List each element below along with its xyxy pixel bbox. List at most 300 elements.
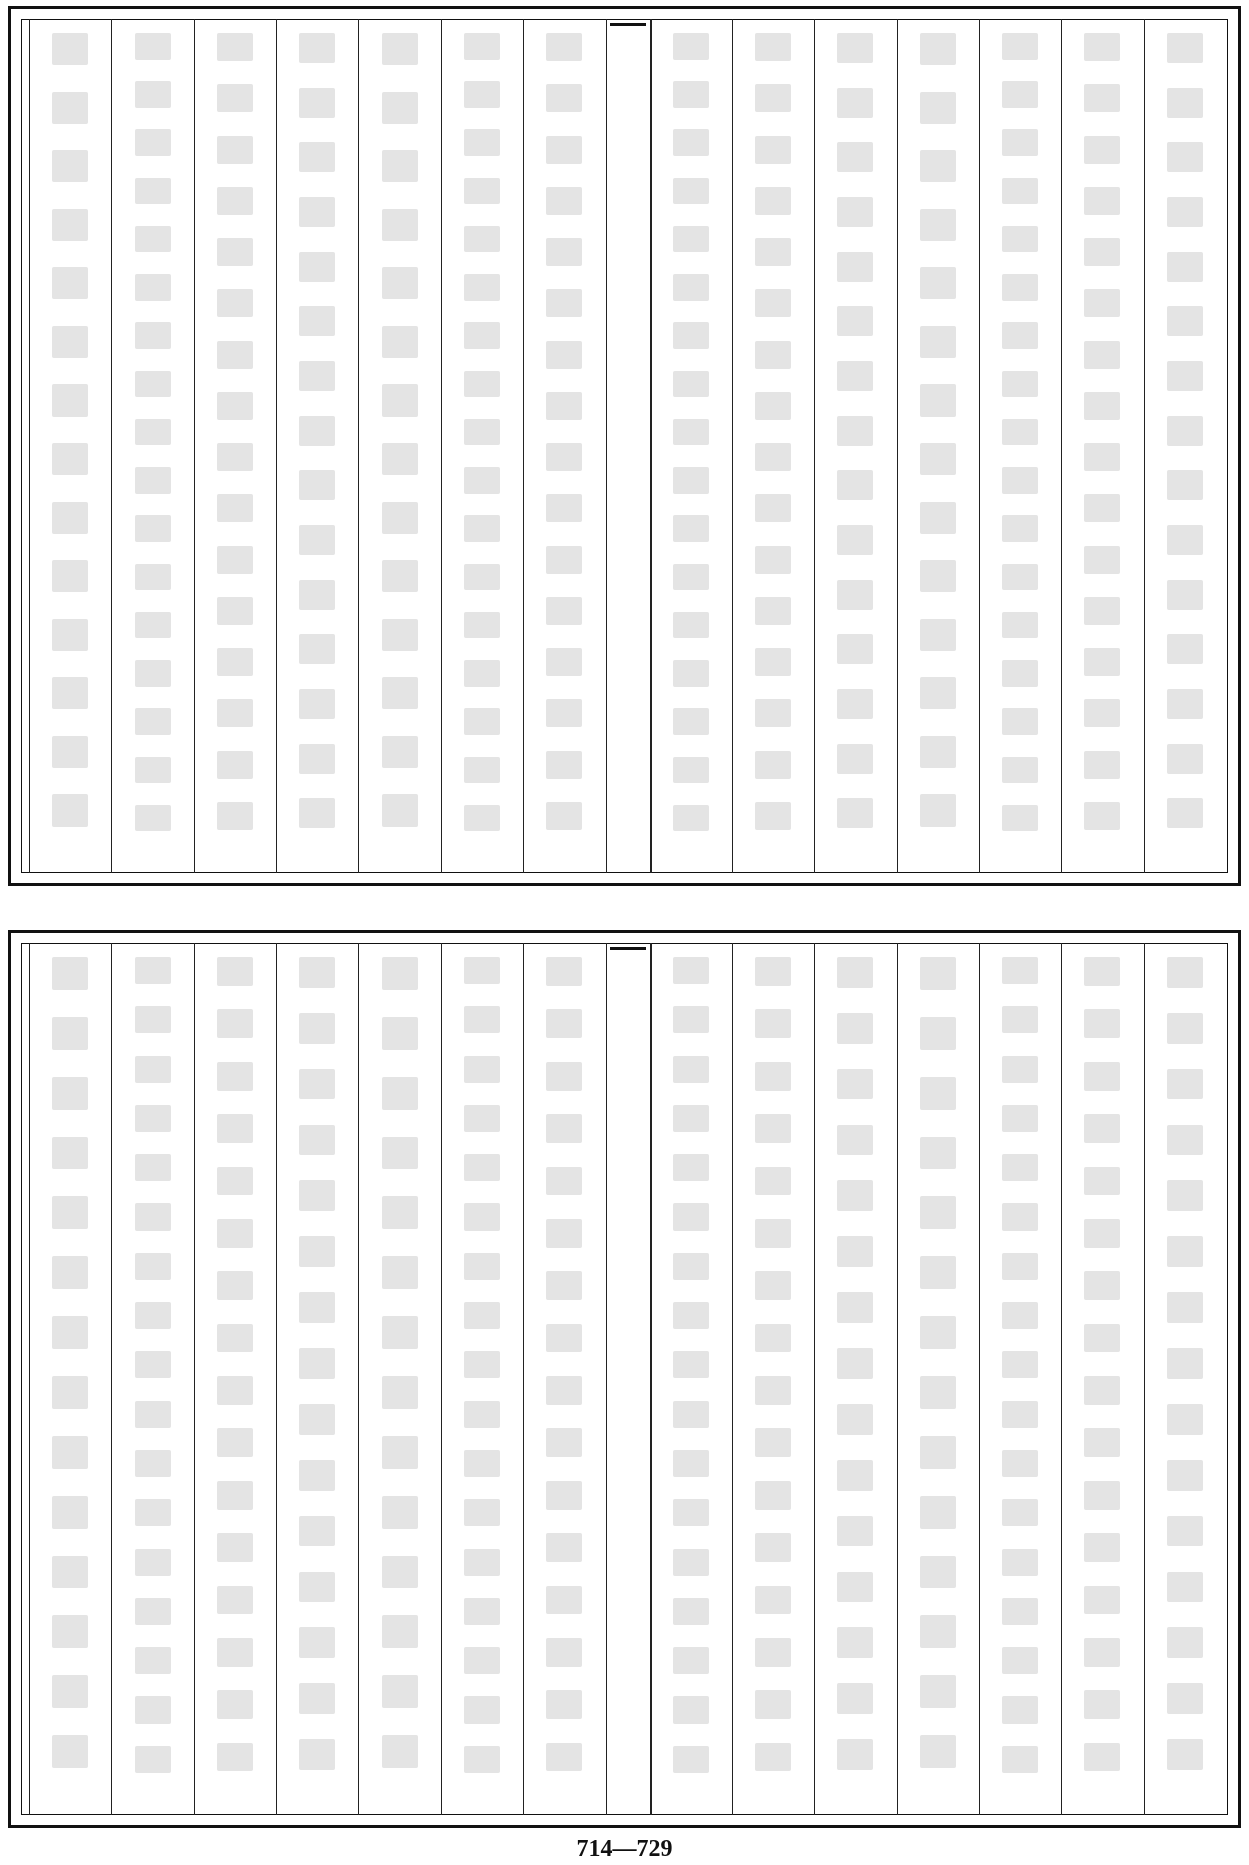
character-placeholder xyxy=(382,1735,418,1768)
character-placeholder xyxy=(217,1324,253,1353)
character-placeholder xyxy=(135,226,171,253)
character-placeholder xyxy=(1002,1006,1038,1033)
character-placeholder xyxy=(1002,178,1038,205)
character-placeholder xyxy=(464,515,500,542)
character-placeholder xyxy=(837,1683,873,1714)
character-placeholder xyxy=(464,371,500,398)
text-column xyxy=(203,947,267,1811)
text-column xyxy=(450,947,514,1811)
character-placeholder xyxy=(920,560,956,592)
character-placeholder xyxy=(299,33,335,63)
character-placeholder xyxy=(217,289,253,317)
character-placeholder xyxy=(837,197,873,227)
character-placeholder xyxy=(1084,1009,1120,1038)
character-placeholder xyxy=(52,1496,88,1529)
character-placeholder xyxy=(1002,1450,1038,1477)
character-placeholder xyxy=(837,416,873,446)
text-column xyxy=(906,23,970,869)
character-placeholder xyxy=(1084,699,1120,727)
character-placeholder xyxy=(464,33,500,60)
column-rule xyxy=(732,19,733,873)
character-placeholder xyxy=(464,1598,500,1625)
character-placeholder xyxy=(135,660,171,687)
column-rule xyxy=(111,943,112,1815)
character-placeholder xyxy=(464,1450,500,1477)
character-placeholder xyxy=(52,502,88,534)
character-placeholder xyxy=(135,1450,171,1477)
character-placeholder xyxy=(1167,1292,1203,1323)
character-placeholder xyxy=(546,33,582,61)
character-placeholder xyxy=(837,525,873,555)
character-placeholder xyxy=(673,226,709,253)
character-placeholder xyxy=(673,957,709,984)
character-placeholder xyxy=(299,1572,335,1603)
character-placeholder xyxy=(755,751,791,779)
character-placeholder xyxy=(464,612,500,639)
character-placeholder xyxy=(673,1647,709,1674)
column-rule xyxy=(814,19,815,873)
text-column xyxy=(532,947,596,1811)
character-placeholder xyxy=(755,84,791,112)
character-placeholder xyxy=(135,515,171,542)
character-placeholder xyxy=(1084,33,1120,61)
character-placeholder xyxy=(837,1348,873,1379)
character-placeholder xyxy=(52,92,88,124)
character-placeholder xyxy=(135,1253,171,1280)
character-placeholder xyxy=(1167,33,1203,63)
character-placeholder xyxy=(217,1743,253,1772)
character-placeholder xyxy=(464,708,500,735)
character-placeholder xyxy=(1002,1203,1038,1230)
character-placeholder xyxy=(135,708,171,735)
character-placeholder xyxy=(920,1675,956,1708)
text-column xyxy=(741,23,805,869)
character-placeholder xyxy=(464,805,500,832)
character-placeholder xyxy=(546,1690,582,1719)
character-placeholder xyxy=(837,1013,873,1044)
column-rule xyxy=(814,943,815,1815)
character-placeholder xyxy=(755,546,791,574)
character-placeholder xyxy=(382,1376,418,1409)
character-placeholder xyxy=(1002,957,1038,984)
character-placeholder xyxy=(217,238,253,266)
character-placeholder xyxy=(920,209,956,241)
character-placeholder xyxy=(1002,467,1038,494)
character-placeholder xyxy=(1084,238,1120,266)
column-rule xyxy=(276,943,277,1815)
character-placeholder xyxy=(1084,494,1120,522)
column-rule xyxy=(897,943,898,1815)
text-column xyxy=(450,23,514,869)
character-placeholder xyxy=(920,326,956,358)
character-placeholder xyxy=(673,467,709,494)
character-placeholder xyxy=(920,1556,956,1589)
character-placeholder xyxy=(299,1683,335,1714)
character-placeholder xyxy=(1167,197,1203,227)
character-placeholder xyxy=(920,384,956,416)
character-placeholder xyxy=(755,699,791,727)
column-rule xyxy=(194,19,195,873)
character-placeholder xyxy=(217,546,253,574)
character-placeholder xyxy=(135,757,171,784)
character-placeholder xyxy=(755,1271,791,1300)
character-placeholder xyxy=(920,150,956,182)
character-placeholder xyxy=(299,1460,335,1491)
character-placeholder xyxy=(299,1125,335,1156)
text-column xyxy=(121,23,185,869)
character-placeholder xyxy=(837,744,873,774)
character-placeholder xyxy=(755,238,791,266)
character-placeholder xyxy=(673,1598,709,1625)
character-placeholder xyxy=(1084,1271,1120,1300)
character-placeholder xyxy=(673,371,709,398)
character-placeholder xyxy=(135,1006,171,1033)
character-placeholder xyxy=(546,1324,582,1353)
character-placeholder xyxy=(382,1137,418,1170)
character-placeholder xyxy=(135,1203,171,1230)
character-placeholder xyxy=(755,341,791,369)
character-placeholder xyxy=(1002,1154,1038,1181)
character-placeholder xyxy=(52,1137,88,1170)
character-placeholder xyxy=(299,88,335,118)
character-placeholder xyxy=(217,1638,253,1667)
character-placeholder xyxy=(217,751,253,779)
text-column xyxy=(1070,23,1134,869)
character-placeholder xyxy=(52,150,88,182)
character-placeholder xyxy=(837,1739,873,1770)
character-placeholder xyxy=(920,1615,956,1648)
character-placeholder xyxy=(299,1348,335,1379)
character-placeholder xyxy=(464,1203,500,1230)
character-placeholder xyxy=(546,648,582,676)
character-placeholder xyxy=(464,1105,500,1132)
text-column xyxy=(368,23,432,869)
character-placeholder xyxy=(1002,1105,1038,1132)
character-placeholder xyxy=(135,1598,171,1625)
character-placeholder xyxy=(920,1316,956,1349)
character-placeholder xyxy=(1167,744,1203,774)
character-placeholder xyxy=(546,957,582,986)
character-placeholder xyxy=(837,470,873,500)
character-placeholder xyxy=(382,794,418,826)
character-placeholder xyxy=(1002,1549,1038,1576)
character-placeholder xyxy=(52,1556,88,1589)
character-placeholder xyxy=(1002,708,1038,735)
gutter-mark xyxy=(610,947,646,950)
text-column xyxy=(285,23,349,869)
character-placeholder xyxy=(464,129,500,156)
character-placeholder xyxy=(673,612,709,639)
character-placeholder xyxy=(217,699,253,727)
character-placeholder xyxy=(920,794,956,826)
character-placeholder xyxy=(1167,1516,1203,1547)
character-placeholder xyxy=(217,1481,253,1510)
character-placeholder xyxy=(464,1006,500,1033)
character-placeholder xyxy=(217,187,253,215)
character-placeholder xyxy=(755,957,791,986)
character-placeholder xyxy=(1167,88,1203,118)
character-placeholder xyxy=(382,1017,418,1050)
character-placeholder xyxy=(299,1069,335,1100)
character-placeholder xyxy=(382,677,418,709)
character-placeholder xyxy=(135,1351,171,1378)
character-placeholder xyxy=(135,612,171,639)
column-rule xyxy=(194,943,195,1815)
column-rule xyxy=(29,943,30,1815)
character-placeholder xyxy=(1084,1690,1120,1719)
character-placeholder xyxy=(52,209,88,241)
column-rule xyxy=(1061,943,1062,1815)
character-placeholder xyxy=(1002,322,1038,349)
character-placeholder xyxy=(546,1428,582,1457)
character-placeholder xyxy=(1084,187,1120,215)
character-placeholder xyxy=(673,1351,709,1378)
character-placeholder xyxy=(1084,751,1120,779)
text-column xyxy=(1070,947,1134,1811)
character-placeholder xyxy=(1167,306,1203,336)
character-placeholder xyxy=(546,341,582,369)
character-placeholder xyxy=(1002,1746,1038,1773)
column-rule xyxy=(358,19,359,873)
character-placeholder xyxy=(299,1013,335,1044)
character-placeholder xyxy=(673,322,709,349)
column-rule xyxy=(650,943,651,1815)
character-placeholder xyxy=(299,1180,335,1211)
character-placeholder xyxy=(546,751,582,779)
center-gutter xyxy=(606,943,652,1815)
character-placeholder xyxy=(52,1615,88,1648)
character-placeholder xyxy=(1002,33,1038,60)
character-placeholder xyxy=(837,1292,873,1323)
character-placeholder xyxy=(1084,1219,1120,1248)
character-placeholder xyxy=(1084,1743,1120,1772)
character-placeholder xyxy=(546,494,582,522)
character-placeholder xyxy=(135,805,171,832)
character-placeholder xyxy=(217,341,253,369)
character-placeholder xyxy=(464,757,500,784)
character-placeholder xyxy=(1167,361,1203,391)
character-placeholder xyxy=(464,1549,500,1576)
column-rule xyxy=(29,19,30,873)
character-placeholder xyxy=(464,226,500,253)
character-placeholder xyxy=(837,634,873,664)
character-placeholder xyxy=(1002,757,1038,784)
character-placeholder xyxy=(135,957,171,984)
character-placeholder xyxy=(920,1077,956,1110)
character-placeholder xyxy=(135,1499,171,1526)
character-placeholder xyxy=(1002,515,1038,542)
character-placeholder xyxy=(1002,1647,1038,1674)
character-placeholder xyxy=(299,416,335,446)
character-placeholder xyxy=(217,1219,253,1248)
character-placeholder xyxy=(464,1647,500,1674)
column-rule xyxy=(441,19,442,873)
character-placeholder xyxy=(382,1316,418,1349)
character-placeholder xyxy=(546,1638,582,1667)
character-placeholder xyxy=(920,1436,956,1469)
character-placeholder xyxy=(382,1256,418,1289)
character-placeholder xyxy=(299,470,335,500)
character-placeholder xyxy=(1084,1376,1120,1405)
column-rule xyxy=(1061,19,1062,873)
character-placeholder xyxy=(382,1196,418,1229)
character-placeholder xyxy=(464,1056,500,1083)
character-placeholder xyxy=(673,1006,709,1033)
text-column xyxy=(988,947,1052,1811)
character-placeholder xyxy=(52,1675,88,1708)
character-placeholder xyxy=(1002,612,1038,639)
character-placeholder xyxy=(1167,1348,1203,1379)
character-placeholder xyxy=(920,1137,956,1170)
character-placeholder xyxy=(382,33,418,65)
character-placeholder xyxy=(52,619,88,651)
character-placeholder xyxy=(920,1735,956,1768)
character-placeholder xyxy=(299,580,335,610)
character-placeholder xyxy=(837,957,873,988)
character-placeholder xyxy=(920,267,956,299)
character-placeholder xyxy=(1002,1302,1038,1329)
column-rule xyxy=(1144,943,1145,1815)
character-placeholder xyxy=(1084,546,1120,574)
text-column xyxy=(741,947,805,1811)
character-placeholder xyxy=(299,957,335,988)
character-placeholder xyxy=(135,81,171,108)
column-rule xyxy=(523,19,524,873)
character-placeholder xyxy=(135,1154,171,1181)
character-placeholder xyxy=(546,238,582,266)
character-placeholder xyxy=(546,699,582,727)
character-placeholder xyxy=(217,1376,253,1405)
character-placeholder xyxy=(1167,1572,1203,1603)
character-placeholder xyxy=(464,1351,500,1378)
character-placeholder xyxy=(464,1746,500,1773)
column-rule xyxy=(276,19,277,873)
character-placeholder xyxy=(217,1009,253,1038)
character-placeholder xyxy=(135,33,171,60)
character-placeholder xyxy=(755,1324,791,1353)
page-number: 714—729 xyxy=(576,1836,673,1862)
character-placeholder xyxy=(755,136,791,164)
character-placeholder xyxy=(52,1256,88,1289)
character-placeholder xyxy=(546,1219,582,1248)
character-placeholder xyxy=(299,798,335,828)
character-placeholder xyxy=(546,1167,582,1196)
character-placeholder xyxy=(673,515,709,542)
character-placeholder xyxy=(673,1105,709,1132)
character-placeholder xyxy=(920,1196,956,1229)
character-placeholder xyxy=(920,92,956,124)
character-placeholder xyxy=(1167,1683,1203,1714)
character-placeholder xyxy=(52,1376,88,1409)
character-placeholder xyxy=(673,1746,709,1773)
character-placeholder xyxy=(1084,597,1120,625)
character-placeholder xyxy=(382,736,418,768)
page-bottom xyxy=(8,930,1241,1828)
column-rule xyxy=(523,943,524,1815)
character-placeholder xyxy=(135,467,171,494)
character-placeholder xyxy=(464,1302,500,1329)
character-placeholder xyxy=(673,805,709,832)
character-placeholder xyxy=(837,1125,873,1156)
character-placeholder xyxy=(546,1533,582,1562)
character-placeholder xyxy=(52,1436,88,1469)
character-placeholder xyxy=(217,1114,253,1143)
character-placeholder xyxy=(837,252,873,282)
text-column xyxy=(38,947,102,1811)
character-placeholder xyxy=(464,957,500,984)
character-placeholder xyxy=(1167,1460,1203,1491)
character-placeholder xyxy=(135,1549,171,1576)
character-placeholder xyxy=(382,326,418,358)
character-placeholder xyxy=(299,1292,335,1323)
character-placeholder xyxy=(673,1696,709,1723)
text-column xyxy=(1153,23,1217,869)
character-placeholder xyxy=(546,84,582,112)
character-placeholder xyxy=(1167,1125,1203,1156)
text-column xyxy=(1153,947,1217,1811)
character-placeholder xyxy=(755,1062,791,1091)
column-rule xyxy=(358,943,359,1815)
character-placeholder xyxy=(1002,660,1038,687)
character-placeholder xyxy=(755,802,791,830)
character-placeholder xyxy=(135,1401,171,1428)
character-placeholder xyxy=(837,1180,873,1211)
character-placeholder xyxy=(1167,1404,1203,1435)
character-placeholder xyxy=(546,802,582,830)
character-placeholder xyxy=(1002,274,1038,301)
character-placeholder xyxy=(755,289,791,317)
character-placeholder xyxy=(546,289,582,317)
character-placeholder xyxy=(1002,1351,1038,1378)
character-placeholder xyxy=(673,1302,709,1329)
character-placeholder xyxy=(382,619,418,651)
character-placeholder xyxy=(1084,443,1120,471)
character-placeholder xyxy=(546,1743,582,1772)
character-placeholder xyxy=(464,274,500,301)
character-placeholder xyxy=(299,1627,335,1658)
character-placeholder xyxy=(1167,416,1203,446)
character-placeholder xyxy=(673,757,709,784)
character-placeholder xyxy=(382,92,418,124)
character-placeholder xyxy=(1167,1236,1203,1267)
column-rule xyxy=(732,943,733,1815)
character-placeholder xyxy=(1167,252,1203,282)
character-placeholder xyxy=(755,1586,791,1615)
character-placeholder xyxy=(299,361,335,391)
character-placeholder xyxy=(673,564,709,591)
character-placeholder xyxy=(546,443,582,471)
character-placeholder xyxy=(299,306,335,336)
text-column xyxy=(285,947,349,1811)
character-placeholder xyxy=(1002,1499,1038,1526)
character-placeholder xyxy=(299,252,335,282)
character-placeholder xyxy=(52,957,88,990)
character-placeholder xyxy=(673,660,709,687)
character-placeholder xyxy=(673,419,709,446)
character-placeholder xyxy=(837,1516,873,1547)
text-column xyxy=(659,947,723,1811)
character-placeholder xyxy=(464,322,500,349)
character-placeholder xyxy=(135,1302,171,1329)
character-placeholder xyxy=(217,957,253,986)
character-placeholder xyxy=(837,798,873,828)
character-placeholder xyxy=(755,494,791,522)
character-placeholder xyxy=(673,33,709,60)
character-placeholder xyxy=(755,1376,791,1405)
character-placeholder xyxy=(1167,1739,1203,1770)
character-placeholder xyxy=(217,1167,253,1196)
character-placeholder xyxy=(217,597,253,625)
